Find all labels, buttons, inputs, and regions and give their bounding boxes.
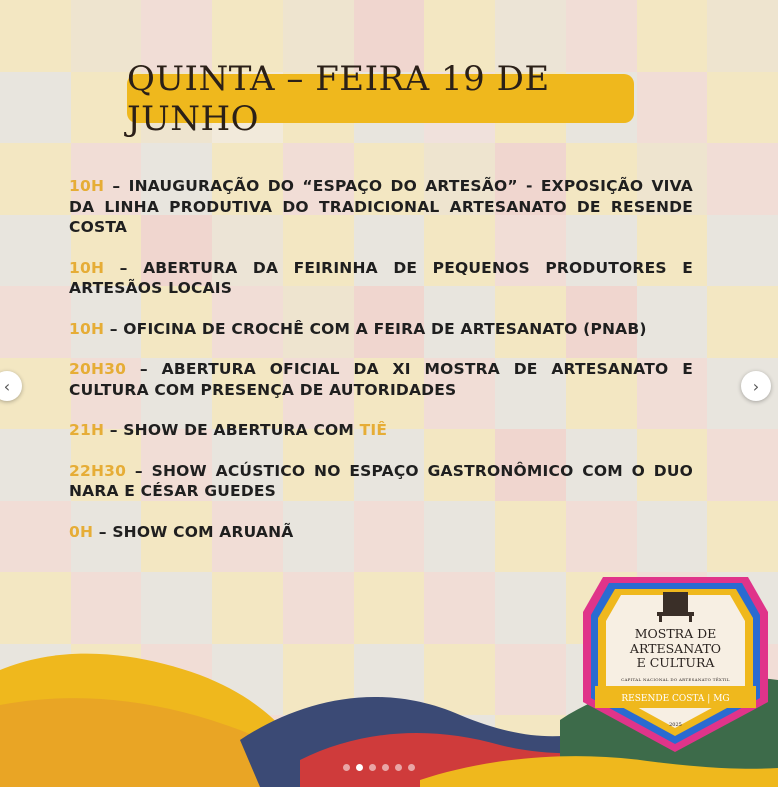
badge-subtitle: CAPITAL NACIONAL DO ARTESANATO TÊXTIL bbox=[621, 677, 730, 682]
schedule-item bbox=[69, 319, 693, 340]
schedule-time: 10H bbox=[69, 177, 105, 195]
event-badge-logo bbox=[573, 552, 778, 757]
schedule-item bbox=[69, 258, 693, 299]
schedule-time: 21H bbox=[69, 421, 105, 439]
page-title: QUINTA – FEIRA 19 DE JUNHO bbox=[127, 58, 550, 139]
schedule-time: 10H bbox=[69, 319, 105, 338]
schedule-text: – SHOW ACÚSTICO NO ESPAÇO GASTRONÔMICO COM O DUO NARA E CÉSAR GUEDES bbox=[69, 461, 693, 500]
carousel-pagination bbox=[343, 764, 415, 771]
schedule-item bbox=[69, 522, 693, 543]
badge-title-line: MOSTRA DE bbox=[634, 626, 717, 641]
pagination-dot[interactable] bbox=[382, 764, 389, 771]
chevron-right-icon: › bbox=[752, 376, 760, 396]
schedule-text: – INAUGURAÇÃO DO “ESPAÇO DO ARTESÃO” - EXPOSIÇÃO VIVA DA LINHA PRODUTIVA DO TRADICIONAL ARTESANATO DE RESENDE COSTA bbox=[69, 177, 693, 236]
pagination-dot-active[interactable] bbox=[356, 764, 363, 771]
badge-title-line: ARTESANATO bbox=[629, 640, 722, 656]
pagination-dot[interactable] bbox=[395, 764, 402, 771]
artist-highlight: TIÊ bbox=[359, 421, 388, 439]
schedule-item bbox=[69, 359, 693, 400]
badge-title-line: E CULTURA bbox=[636, 655, 715, 670]
schedule-time: 10H bbox=[69, 258, 105, 277]
pagination-dot[interactable] bbox=[369, 764, 376, 771]
carousel-next-button[interactable] bbox=[741, 371, 771, 401]
schedule-item bbox=[69, 420, 693, 441]
schedule-time: 22H30 bbox=[69, 461, 127, 480]
schedule-text: – OFICINA DE CROCHÊ COM A FEIRA DE ARTESANATO (PNAB) bbox=[104, 319, 647, 338]
schedule-text: – SHOW COM ARUANÃ bbox=[93, 522, 294, 541]
schedule-text: – ABERTURA OFICIAL DA XI MOSTRA DE ARTESANATO E CULTURA COM PRESENÇA DE AUTORIDADES bbox=[69, 360, 693, 399]
chevron-left-icon: ‹ bbox=[3, 376, 11, 396]
schedule-item bbox=[69, 461, 693, 502]
date-title-banner bbox=[127, 58, 634, 139]
schedule-list bbox=[69, 176, 693, 562]
badge-year: 2025 bbox=[669, 722, 682, 728]
schedule-item bbox=[69, 176, 693, 238]
pagination-dot[interactable] bbox=[343, 764, 350, 771]
badge-place: RESENDE COSTA | MG bbox=[621, 694, 730, 704]
schedule-text: – ABERTURA DA FEIRINHA DE PEQUENOS PRODUTORES E ARTESÃOS LOCAIS bbox=[69, 258, 693, 297]
schedule-time: 0H bbox=[69, 522, 94, 541]
pagination-dot[interactable] bbox=[408, 764, 415, 771]
badge-title bbox=[573, 627, 778, 671]
schedule-text: – SHOW DE ABERTURA COM bbox=[104, 421, 360, 439]
schedule-time: 20H30 bbox=[69, 360, 127, 378]
